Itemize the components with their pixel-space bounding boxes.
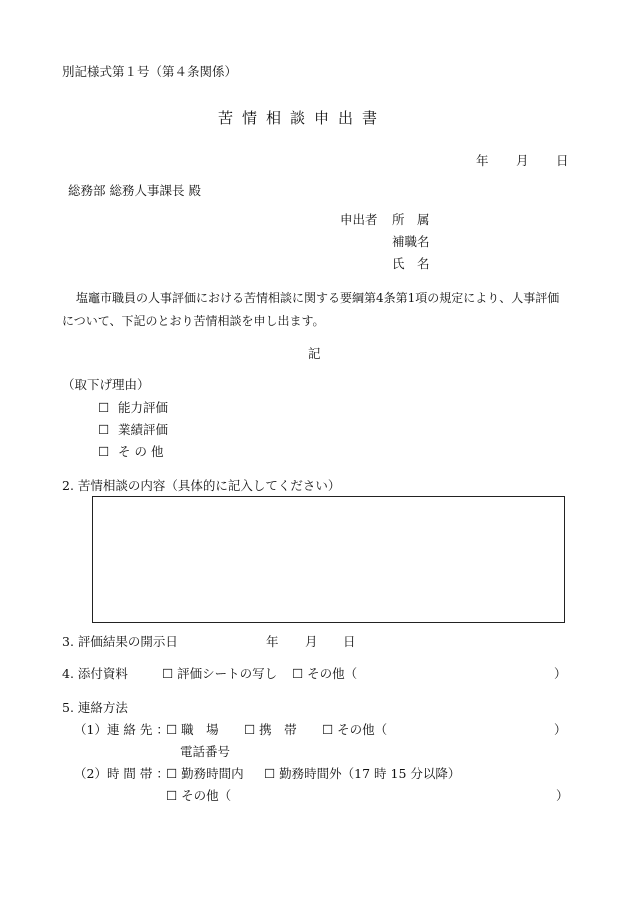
contact-other-close: ） — [554, 722, 567, 737]
time-label: （2）時 間 帯 ： — [74, 766, 169, 781]
body-line-2: について、下記のとおり苦情相談を申し出ます。 — [62, 314, 325, 328]
contact-other[interactable]: ☐ その他（ — [322, 722, 388, 737]
option-ability-label: 能力評価 — [118, 400, 169, 415]
attachment-other-close: ） — [554, 666, 567, 681]
time-after-hours[interactable]: ☐ 勤務時間外（17 時 15 分以降） — [264, 766, 461, 781]
attachment-sheet-copy[interactable]: ☐ 評価シートの写し — [162, 666, 278, 681]
option-other-label: そ の 他 — [118, 444, 164, 459]
applicant-position: 補職名 — [392, 234, 430, 249]
time-other[interactable]: ☐ その他（ — [166, 788, 232, 803]
section2-heading: 2. 苦情相談の内容（具体的に記入してください） — [62, 478, 341, 493]
checkbox-ability[interactable]: ☐ — [98, 400, 110, 415]
disclosure-year: 年 — [266, 634, 279, 649]
section1-heading: （取下げ理由） — [62, 377, 150, 392]
section5-heading: 5. 連絡方法 — [62, 700, 128, 715]
complaint-content-box[interactable] — [92, 496, 565, 623]
section4-heading: 4. 添付資料 — [62, 666, 128, 681]
form-number: 別記様式第１号（第４条関係） — [62, 64, 238, 79]
phone-number-label: 電話番号 — [180, 744, 231, 759]
addressee: 総務部 総務人事課長 殿 — [68, 183, 201, 198]
page-title: 苦情相談申出書 — [218, 109, 387, 127]
applicant-label: 申出者 — [340, 212, 378, 227]
date-month: 月 — [516, 153, 529, 168]
checkbox-performance[interactable]: ☐ — [98, 422, 110, 437]
applicant-name: 氏 名 — [392, 256, 430, 271]
contact-workplace[interactable]: ☐ 職 場 — [166, 722, 219, 737]
ki-heading: 記 — [308, 346, 321, 361]
attachment-other[interactable]: ☐ その他（ — [292, 666, 358, 681]
body-line-1: 塩竈市職員の人事評価における苦情相談に関する要綱第4条第1項の規定により、人事評価 — [76, 291, 560, 305]
date-year: 年 — [476, 153, 489, 168]
applicant-affiliation: 所 属 — [392, 212, 430, 227]
date-day: 日 — [556, 153, 569, 168]
checkbox-other[interactable]: ☐ — [98, 444, 110, 459]
disclosure-day: 日 — [343, 634, 356, 649]
contact-mobile[interactable]: ☐ 携 帯 — [244, 722, 297, 737]
time-within-hours[interactable]: ☐ 勤務時間内 — [166, 766, 244, 781]
section3-heading: 3. 評価結果の開示日 — [62, 634, 178, 649]
disclosure-month: 月 — [305, 634, 318, 649]
option-performance-label: 業績評価 — [118, 422, 169, 437]
time-other-close: ） — [556, 788, 569, 803]
contact-label: （1）連 絡 先 ： — [74, 722, 169, 737]
